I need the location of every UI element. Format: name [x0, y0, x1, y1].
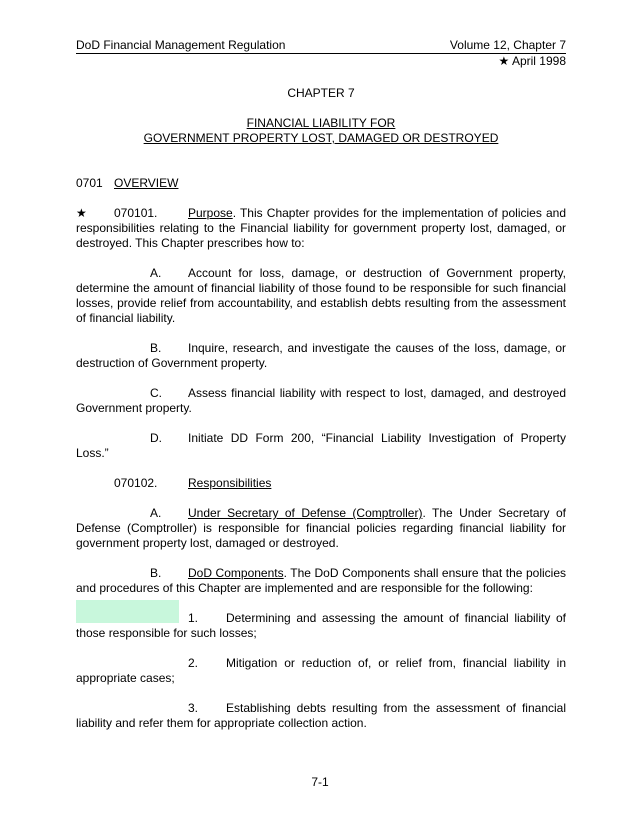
- section-number: 0701: [76, 176, 103, 190]
- item-text: Inquire, research, and investigate the causes of the loss, damage, or destruction of Government property.: [76, 341, 566, 370]
- item-letter: B.: [150, 341, 162, 355]
- item-text: Initiate DD Form 200, “Financial Liability Investigation of Property Loss.”: [76, 431, 566, 460]
- paragraph-070102: [76, 476, 566, 491]
- list-item-d: [76, 431, 566, 461]
- star-icon: ★: [498, 54, 510, 68]
- running-header: [76, 38, 566, 54]
- sub-item-text: Determining and assessing the amount of financial liability of those responsible for such losses;: [76, 611, 566, 640]
- item-letter: D.: [150, 431, 162, 445]
- star-icon: ★: [76, 206, 87, 220]
- page-number: 7-1: [311, 775, 329, 789]
- paragraph-text: . This Chapter provides for the implementation of policies and responsibilities relating to the Financial liability for government property lost, damaged, or destroyed. This Chapter prescribes how to:: [76, 206, 566, 250]
- list-item-a: [76, 266, 566, 326]
- paragraph-heading: Responsibilities: [188, 476, 272, 490]
- paragraph-070101: [76, 206, 566, 251]
- sub-item-text: Mitigation or reduction of, or relief from, financial liability in appropriate cases;: [76, 656, 566, 685]
- item-text: Assess financial liability with respect to lost, damaged, and destroyed Government property.: [76, 386, 566, 415]
- item-text: . The DoD Components shall ensure that the policies and procedures of this Chapter are implemented and are responsible for the following:: [76, 566, 566, 595]
- header-date: [76, 54, 566, 69]
- sub-item-3: [76, 701, 566, 731]
- section-heading: [76, 176, 566, 191]
- item-heading: Under Secretary of Defense (Comptroller): [188, 506, 423, 520]
- responsibility-a: [76, 506, 566, 551]
- highlight-box: [76, 600, 179, 623]
- header-volume-chapter: Volume 12, Chapter 7: [449, 38, 566, 52]
- document-page: [76, 38, 566, 731]
- list-item-b: [76, 341, 566, 371]
- chapter-heading: CHAPTER 7: [287, 86, 355, 100]
- item-text: Account for loss, damage, or destruction of Government property, determine the amount of financial liability of those found to be responsible for such financial losses, provide relief from accountability, and establish debts resulting from the assessment of financial liability.: [76, 266, 566, 325]
- item-text: . The Under Secretary of Defense (Comptroller) is responsible for financial policies regarding financial liability for government property lost, damaged or destroyed.: [76, 506, 566, 550]
- sub-item-text: Establishing debts resulting from the assessment of financial liability and refer them for appropriate collection action.: [76, 701, 566, 730]
- paragraph-heading: Purpose: [188, 206, 233, 220]
- paragraph-number: 070102.: [114, 476, 158, 490]
- sub-item-number: 2.: [188, 656, 199, 670]
- list-item-c: [76, 386, 566, 416]
- chapter-title-line2: GOVERNMENT PROPERTY LOST, DAMAGED OR DESTROYED: [143, 131, 499, 145]
- sub-item-number: 1.: [188, 611, 199, 625]
- item-letter: B.: [150, 566, 162, 580]
- item-letter: C.: [150, 386, 162, 400]
- sub-item-number: 3.: [188, 701, 199, 715]
- section-label: OVERVIEW: [114, 176, 179, 190]
- item-letter: A.: [150, 506, 162, 520]
- header-regulation-title: DoD Financial Management Regulation: [76, 38, 286, 52]
- item-letter: A.: [150, 266, 162, 280]
- chapter-title-line1: FINANCIAL LIABILITY FOR: [246, 116, 396, 130]
- paragraph-number: 070101.: [114, 206, 158, 220]
- chapter-title: [76, 116, 566, 146]
- header-date-text: April 1998: [511, 54, 566, 68]
- responsibility-b: [76, 566, 566, 596]
- item-heading: DoD Components: [188, 566, 284, 580]
- sub-item-2: [76, 656, 566, 686]
